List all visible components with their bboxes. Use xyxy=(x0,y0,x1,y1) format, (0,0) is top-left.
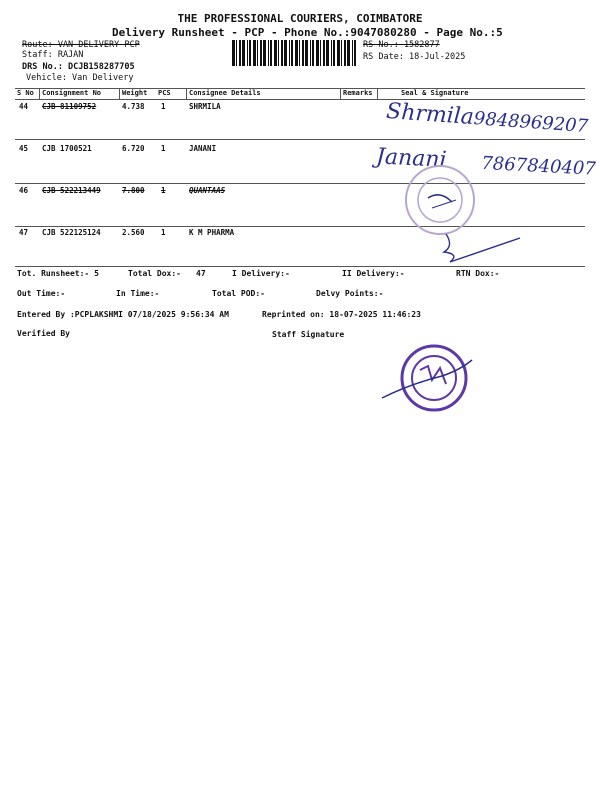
barcode-bar xyxy=(344,40,346,66)
barcode-bar xyxy=(337,40,340,66)
page-title: THE PROFESSIONAL COURIERS, COIMBATORE xyxy=(177,12,423,25)
row-45-sno: 45 xyxy=(19,144,29,153)
row-46-consignment: CJB 522213449 xyxy=(42,186,101,195)
barcode-bar xyxy=(270,40,272,66)
verified-by: Verified By xyxy=(17,329,70,338)
row-45-consignee: JANANI xyxy=(189,144,217,153)
row-44-pcs: 1 xyxy=(161,102,166,111)
barcode-bar xyxy=(341,40,342,66)
barcode-bar xyxy=(302,40,304,66)
row-44-sno: 44 xyxy=(19,102,29,111)
purple-company-stamp xyxy=(380,340,480,420)
barcode-bar xyxy=(320,40,321,66)
vehicle-label: Vehicle: Van Delivery xyxy=(26,73,134,83)
header-seal-signature: Seal & Signature xyxy=(401,89,469,97)
barcode-bar xyxy=(316,40,319,66)
barcode-bar xyxy=(239,40,241,66)
row-46-consignee: QUANTAAS xyxy=(189,186,226,195)
row-47-consignment: CJB 522125124 xyxy=(42,228,101,237)
barcode-bar xyxy=(310,40,311,66)
barcode-bar xyxy=(257,40,258,66)
row-47-weight: 2.560 xyxy=(122,228,145,237)
barcode-bar xyxy=(323,40,325,66)
route-label: Route: VAN DELIVERY PCP xyxy=(22,40,140,50)
total-pod: Total POD:- xyxy=(212,289,265,298)
row-46-weight: 7.800 xyxy=(122,186,145,195)
barcode-bar xyxy=(242,40,245,66)
signature-scribble xyxy=(420,228,530,268)
row-44-weight: 4.738 xyxy=(122,102,145,111)
header-consignee: Consignee Details xyxy=(189,89,261,97)
drs-number: DRS No.: DCJB158287705 xyxy=(22,62,135,72)
company-seal-stamp xyxy=(402,162,478,238)
delvy-points: Delvy Points:- xyxy=(316,289,384,298)
in-time: In Time:- xyxy=(116,289,160,298)
row-45-consignment: CJB 1700521 xyxy=(42,144,92,153)
rs-number: RS No.: 1582877 xyxy=(363,40,440,50)
barcode-bar xyxy=(354,40,356,66)
barcode-bar xyxy=(284,40,287,66)
barcode-bar xyxy=(260,40,262,66)
barcode-bar xyxy=(247,40,248,66)
barcode-bar xyxy=(236,40,237,66)
barcode-bar xyxy=(326,40,329,66)
out-time: Out Time:- xyxy=(17,289,66,298)
header-sno: S No xyxy=(17,89,34,97)
total-dox-value: 47 xyxy=(196,269,206,278)
total-dox-label: Total Dox:- xyxy=(128,269,181,278)
row-44-consignee: SHRMILA xyxy=(189,102,221,111)
tot-runsheet: Tot. Runsheet:- 5 xyxy=(17,269,99,278)
header-consignment: Consignment No xyxy=(42,89,102,97)
header-remarks: Remarks xyxy=(343,89,373,97)
row-45-weight: 6.720 xyxy=(122,144,145,153)
rtn-dox: RTN Dox:- xyxy=(456,269,500,278)
row-44-consignment: CJB 81109752 xyxy=(42,102,97,111)
staff-label: Staff: RAJAN xyxy=(22,50,84,60)
barcode-bar xyxy=(295,40,298,66)
row-46-sno: 46 xyxy=(19,186,29,195)
i-delivery: I Delivery:- xyxy=(232,269,290,278)
barcode-bar xyxy=(289,40,290,66)
barcode-bar xyxy=(331,40,332,66)
signature-janani: Janani 7867840407 xyxy=(375,144,597,180)
barcode-bar xyxy=(253,40,256,66)
barcode xyxy=(232,40,358,66)
barcode-bar xyxy=(352,40,353,66)
barcode-bar xyxy=(299,40,300,66)
signature-shrmila: Shrmila9848969207 xyxy=(385,98,589,138)
row-47-pcs: 1 xyxy=(161,228,166,237)
row-47-sno: 47 xyxy=(19,228,29,237)
reprinted-on: Reprinted on: 18-07-2025 11:46:23 xyxy=(262,310,421,319)
header-weight: Weight xyxy=(122,89,148,97)
barcode-bar xyxy=(333,40,335,66)
barcode-bar xyxy=(281,40,283,66)
barcode-bar xyxy=(305,40,308,66)
ii-delivery: II Delivery:- xyxy=(342,269,405,278)
barcode-bar xyxy=(291,40,293,66)
entered-by: Entered By :PCPLAKSHMI 07/18/2025 9:56:34 AM xyxy=(17,310,229,319)
row-45-pcs: 1 xyxy=(161,144,166,153)
staff-signature-label: Staff Signature xyxy=(272,330,345,339)
runsheet-subtitle: Delivery Runsheet - PCP - Phone No.:9047080280 - Page No.:5 xyxy=(112,26,503,39)
barcode-bar xyxy=(274,40,277,66)
barcode-bar xyxy=(312,40,314,66)
barcode-bar xyxy=(278,40,279,66)
barcode-bar xyxy=(249,40,251,66)
barcode-bar xyxy=(232,40,235,66)
row-47-consignee: K M PHARMA xyxy=(189,228,235,237)
barcode-bar xyxy=(268,40,269,66)
rs-date: RS Date: 18-Jul-2025 xyxy=(363,52,466,62)
row-46-pcs: 1 xyxy=(161,186,166,195)
header-pcs: PCS xyxy=(158,89,171,97)
barcode-bar xyxy=(263,40,266,66)
barcode-bar xyxy=(347,40,350,66)
